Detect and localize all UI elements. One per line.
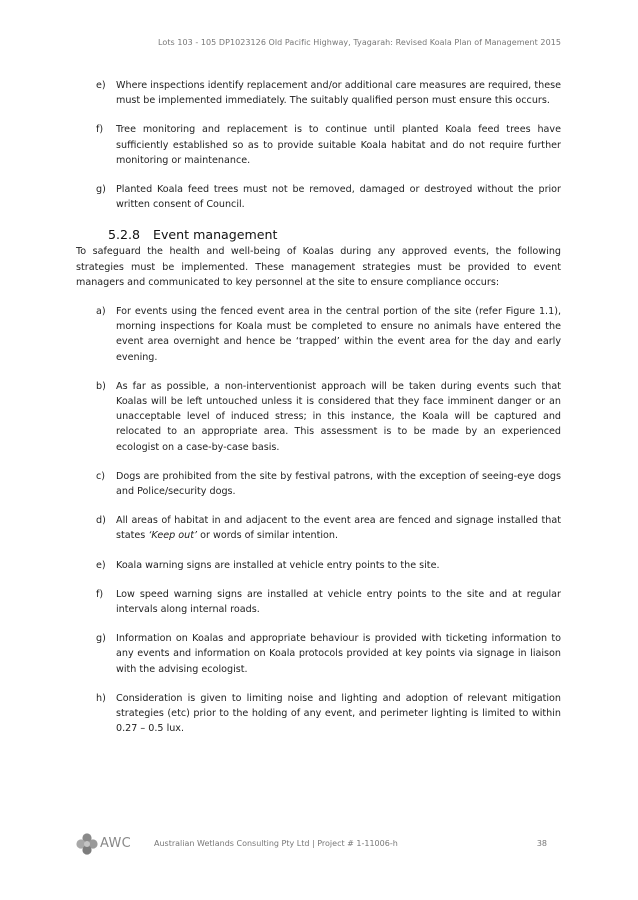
section-number: 5.2.8: [108, 227, 141, 243]
list-item: [76, 304, 561, 365]
list-item-text: For events using the fenced event area in the central portion of the site (refer Figure 1.1), morning inspections for Koala must be completed to ensure no animals have entered the event area overnight and hence be ‘trapped’ within the event area for the day and early evening.: [116, 306, 561, 363]
list-item: [76, 558, 561, 573]
list-item-text: Information on Koalas and appropriate behaviour is provided with ticketing information to any events and information on Koala protocols provided at key points via signage in liaison with the advising ecologist.: [116, 633, 561, 675]
list-item: [76, 631, 561, 677]
running-header: Lots 103 - 105 DP1023126 Old Pacific Highway, Tyagarah: Revised Koala Plan of Management 2015: [158, 38, 561, 47]
page-footer: [76, 830, 561, 858]
list-item-label: b): [96, 380, 106, 392]
list-item-label: d): [96, 515, 106, 527]
list-item-text: All areas of habitat in and adjacent to the event area are fenced and signage installed that states: [116, 515, 561, 542]
page-body: [76, 78, 561, 751]
list-item: [76, 379, 561, 455]
list-item-label: e): [96, 80, 106, 91]
list-item-text: Low speed warning signs are installed at vehicle entry points to the site and at regular intervals along internal roads.: [116, 588, 561, 616]
list-item: [76, 513, 561, 543]
section-title: Event management: [153, 227, 278, 243]
footer-text: Australian Wetlands Consulting Pty Ltd | Project # 1-11006-h: [154, 839, 398, 848]
list-item: [76, 587, 561, 617]
intro-paragraph: To safeguard the health and well-being of Koalas during any approved events, the following strategies must be implemented. These management strategies must be provided to event managers and communicated to key personnel at the site to ensure compliance occurs:: [76, 246, 561, 288]
logo-text: AWC: [100, 836, 132, 851]
list-item-text: Tree monitoring and replacement is to continue until planted Koala feed trees have sufficiently established so as to provide suitable Koala habitat and do not require further monitoring or maintenance.: [116, 124, 561, 166]
list-item: [76, 691, 561, 737]
list-item-text: Dogs are prohibited from the site by festival patrons, with the exception of seeing-eye dogs and Police/security dogs.: [116, 470, 561, 498]
list-item: [76, 122, 561, 168]
list-item-text: As far as possible, a non-interventionist approach will be taken during events such that Koalas will be left untouched unless it is considered that they face imminent danger or an unacceptable level of induced stress; in this instance, the Koala will be captured and relocated to an appropriate area. This assessment is to be made by an experienced ecologist on a case-by-case basis.: [116, 380, 561, 453]
list-item-label: e): [96, 559, 106, 571]
page-number: 38: [536, 839, 547, 848]
list-item-label: f): [96, 588, 104, 600]
section-heading: [108, 226, 561, 243]
list-item-label: g): [96, 184, 106, 196]
list-item-label: f): [96, 124, 104, 136]
list-item-text: Consideration is given to limiting noise and lighting and adoption of relevant mitigation strategies (etc) prior to the holding of any event, and perimeter lighting is limited to within 0.27 – 0.5 lux.: [116, 692, 561, 735]
emphasis-text: ‘Keep out’: [148, 530, 198, 542]
list-item: [76, 469, 561, 499]
list-item-label: c): [96, 470, 106, 482]
list-item-label: a): [96, 306, 106, 318]
list-item-text-end: or words of similar intention.: [197, 530, 339, 542]
list-item-text: Where inspections identify replacement and/or additional care measures are required, these must be implemented immediately. The suitably qualified person must ensure this occurs.: [116, 80, 561, 107]
list-item: [76, 182, 561, 212]
list-item: [76, 78, 561, 108]
list-item-label: g): [96, 633, 106, 645]
awc-logo: [76, 830, 146, 858]
list-item-text: Planted Koala feed trees must not be removed, damaged or destroyed without the prior written consent of Council.: [116, 184, 561, 211]
awc-logo-icon: [76, 833, 98, 855]
list-item-text: Koala warning signs are installed at vehicle entry points to the site.: [116, 559, 440, 571]
list-item-label: h): [96, 692, 106, 704]
